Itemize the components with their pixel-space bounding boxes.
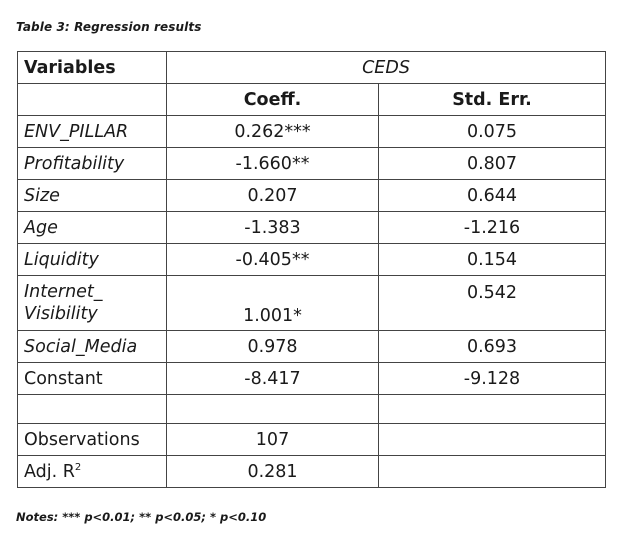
table-row bbox=[18, 276, 606, 331]
adj-r2-superscript: 2 bbox=[74, 461, 82, 473]
variable-name-line1: Internet_ bbox=[24, 282, 103, 302]
observations-label: Observations bbox=[18, 424, 167, 456]
table-row bbox=[18, 244, 606, 276]
variable-name: Social_Media bbox=[18, 331, 167, 363]
coeff-value: 1.001* bbox=[167, 276, 379, 331]
table-subheader-row bbox=[18, 84, 606, 116]
table-row bbox=[18, 363, 606, 395]
empty-cell bbox=[18, 395, 167, 424]
variable-name: Profitability bbox=[18, 148, 167, 180]
coeff-header: Coeff. bbox=[167, 84, 379, 116]
coeff-value: -8.417 bbox=[167, 363, 379, 395]
variable-name bbox=[18, 276, 167, 331]
coeff-value: -1.383 bbox=[167, 212, 379, 244]
table-notes: Notes: *** p<0.01; ** p<0.05; * p<0.10 bbox=[16, 510, 267, 524]
empty-cell bbox=[18, 84, 167, 116]
stderr-value: 0.154 bbox=[379, 244, 606, 276]
empty-cell bbox=[379, 424, 606, 456]
variable-name: Liquidity bbox=[18, 244, 167, 276]
stderr-header: Std. Err. bbox=[379, 84, 606, 116]
table-row bbox=[18, 180, 606, 212]
table-row bbox=[18, 212, 606, 244]
stderr-value: 0.644 bbox=[379, 180, 606, 212]
table-caption: Table 3: Regression results bbox=[16, 20, 202, 34]
stderr-value: -9.128 bbox=[379, 363, 606, 395]
coeff-value: 0.978 bbox=[167, 331, 379, 363]
adj-r2-label bbox=[18, 456, 167, 488]
coeff-value: -0.405** bbox=[167, 244, 379, 276]
stderr-value: 0.542 bbox=[379, 276, 606, 331]
coeff-value: 0.262*** bbox=[167, 116, 379, 148]
empty-cell bbox=[167, 395, 379, 424]
coeff-value: 0.207 bbox=[167, 180, 379, 212]
adj-r2-row bbox=[18, 456, 606, 488]
stderr-value: 0.693 bbox=[379, 331, 606, 363]
table-row bbox=[18, 331, 606, 363]
observations-value: 107 bbox=[167, 424, 379, 456]
empty-cell bbox=[379, 456, 606, 488]
regression-table bbox=[17, 51, 606, 488]
variable-name: Age bbox=[18, 212, 167, 244]
adj-r2-value: 0.281 bbox=[167, 456, 379, 488]
stderr-value: 0.807 bbox=[379, 148, 606, 180]
empty-cell bbox=[379, 395, 606, 424]
variable-name: Constant bbox=[18, 363, 167, 395]
stderr-value: 0.075 bbox=[379, 116, 606, 148]
adj-r2-label-text: Adj. R bbox=[24, 461, 75, 482]
blank-row bbox=[18, 395, 606, 424]
table-row bbox=[18, 116, 606, 148]
observations-row bbox=[18, 424, 606, 456]
variable-name: ENV_PILLAR bbox=[18, 116, 167, 148]
variable-name-line2: Visibility bbox=[24, 304, 98, 324]
stderr-value: -1.216 bbox=[379, 212, 606, 244]
coeff-value: -1.660** bbox=[167, 148, 379, 180]
table-row bbox=[18, 148, 606, 180]
model-header: CEDS bbox=[167, 52, 606, 84]
table-header-row bbox=[18, 52, 606, 84]
variables-header: Variables bbox=[18, 52, 167, 84]
variable-name: Size bbox=[18, 180, 167, 212]
